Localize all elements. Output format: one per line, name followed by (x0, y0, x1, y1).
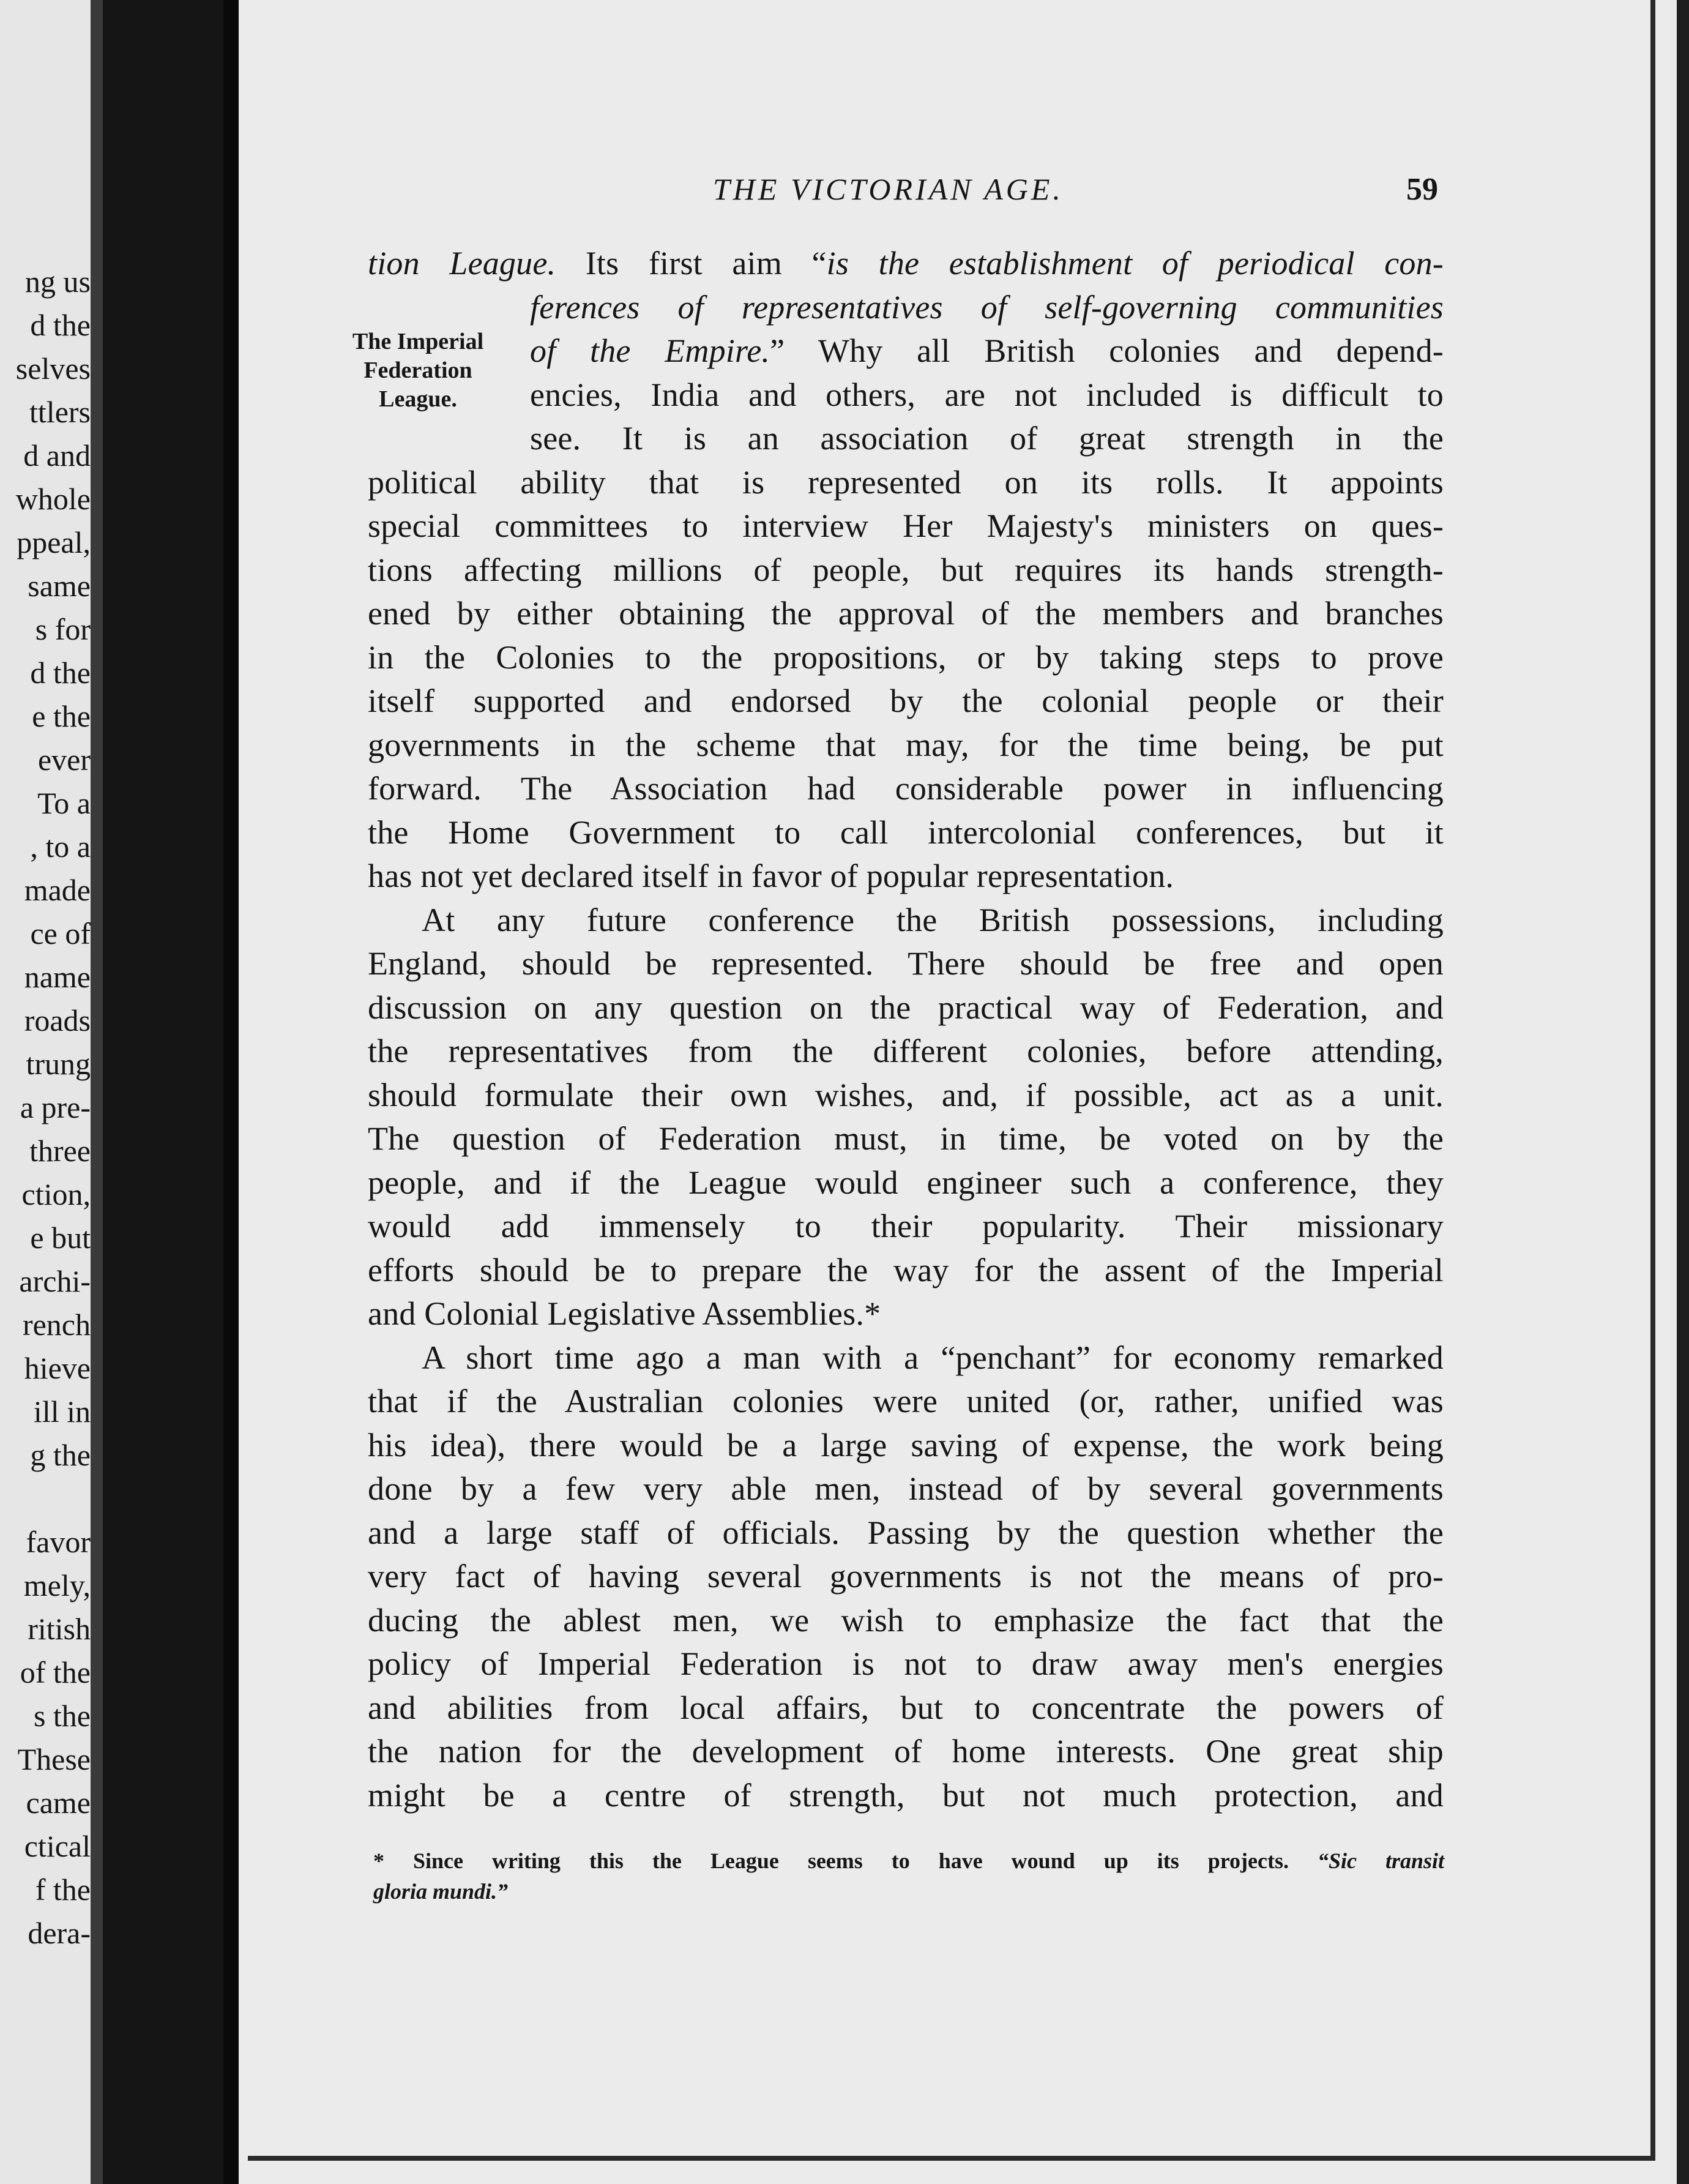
facing-page-line: ction, (21, 1177, 91, 1211)
page-number: 59 (1406, 172, 1438, 207)
book-page (239, 0, 1677, 2184)
text-line: done by a few very able men, instead of by several governments (368, 1470, 1444, 1507)
facing-page-line: same (28, 569, 91, 603)
text-line: would add immensely to their popularity. Their missionary (368, 1208, 1444, 1244)
facing-page-line: archi- (19, 1264, 91, 1298)
body-text (368, 242, 1444, 1817)
facing-page-line: d the (30, 308, 91, 342)
facing-page-line: , to a (30, 829, 91, 864)
text-line: very fact of having several governments is not the means of pro- (368, 1558, 1444, 1595)
facing-page-text (0, 260, 91, 1955)
facing-page-line: roads (24, 1003, 91, 1038)
paragraph (368, 899, 1444, 1336)
paragraph (368, 1336, 1444, 1818)
text-line: and Colonial Legislative Assemblies.* (368, 1295, 881, 1332)
facing-page-line (0, 1477, 91, 1520)
facing-page-line: a pre- (20, 1090, 91, 1124)
facing-page-line: name (24, 960, 91, 994)
facing-page-line: ritish (28, 1612, 91, 1646)
text-line: tion League. Its first aim “is the establishment of periodical con- (368, 245, 1444, 282)
book-gutter (103, 0, 239, 2184)
facing-page-line: g the (30, 1438, 91, 1472)
margin-note-line: The Imperial (352, 329, 484, 354)
text-line: in the Colonies to the propositions, or by taking steps to prove (368, 638, 1444, 676)
facing-page-line: three (29, 1134, 91, 1168)
facing-page-line: of the (20, 1655, 91, 1689)
facing-page-line: ce of (30, 916, 91, 951)
text-line: the nation for the development of home interests. One great ship (368, 1733, 1444, 1770)
facing-page-line: made (24, 873, 91, 907)
running-title: THE VICTORIAN AGE. (713, 172, 1064, 206)
text-line: see. It is an association of great strength in the (530, 420, 1444, 457)
footnote (373, 1846, 1444, 1907)
text-line: might be a centre of strength, but not much protection, and (368, 1776, 1444, 1814)
facing-page-line: d and (23, 438, 91, 473)
text-line: A short time ago a man with a “penchant” for economy remarked (422, 1339, 1444, 1376)
text-line: that if the Australian colonies were united (or, rather, unified was (368, 1383, 1444, 1419)
text-line: tions affecting millions of people, but requires its hands strength- (368, 551, 1444, 588)
text-line: ducing the ablest men, we wish to emphasize the fact that the (368, 1601, 1444, 1639)
margin-note-line: Federation (364, 357, 472, 383)
text-line: itself supported and endorsed by the colonial people or their (368, 682, 1444, 719)
facing-page-line: d the (30, 656, 91, 690)
text-line: encies, India and others, are not included is difficult to (530, 376, 1444, 413)
text-line: special committees to interview Her Majesty's ministers on ques- (368, 507, 1444, 544)
footnote-line: gloria mundi.” (373, 1879, 509, 1904)
text-line: efforts should be to prepare the way for the assent of the Imperial (368, 1251, 1444, 1288)
facing-page-line: To a (37, 786, 91, 820)
text-line: discussion on any question on the practical way of Federation, and (368, 989, 1444, 1026)
text-line: The question of Federation must, in time, be voted on by the (368, 1120, 1444, 1157)
text-line: people, and if the League would engineer such a conference, they (368, 1164, 1444, 1201)
facing-page-line: ctical (24, 1829, 91, 1863)
facing-page-line: mely, (23, 1568, 91, 1602)
text-line: and a large staff of officials. Passing by the question whether the (368, 1514, 1444, 1551)
facing-page-line: favor (26, 1525, 91, 1559)
text-line: his idea), there would be a large saving of expense, the work being (368, 1426, 1444, 1464)
facing-page-line: f the (35, 1872, 91, 1907)
text-line: ened by either obtaining the approval of the members and branches (368, 595, 1444, 632)
margin-note-line: League. (379, 386, 457, 412)
text-line: the Home Government to call intercolonial conferences, but it (368, 813, 1444, 851)
text-line: should formulate their own wishes, and, if possible, act as a unit. (368, 1076, 1444, 1113)
facing-page-line: ng us (25, 264, 91, 299)
facing-page-line: hieve (24, 1351, 91, 1385)
facing-page-line: e but (30, 1221, 91, 1255)
text-line: of the Empire.” Why all British colonies and depend- (530, 332, 1444, 369)
paragraph (368, 461, 1444, 899)
facing-page-line: s the (33, 1699, 91, 1733)
facing-page-line: ttlers (29, 395, 91, 429)
text-line: governments in the scheme that may, for the time being, be put (368, 726, 1444, 763)
text-line: England, should be represented. There should be free and open (368, 945, 1444, 982)
facing-page-line: rench (22, 1307, 91, 1342)
facing-page-line: trung (26, 1047, 91, 1081)
facing-page-line: ever (37, 742, 91, 777)
text-line: has not yet declared itself in favor of popular representation. (368, 858, 1174, 894)
text-line: forward. The Association had considerable power in influencing (368, 770, 1444, 807)
footnote-line: * Since writing this the League seems to have wound up its projects. “Sic transit (373, 1849, 1445, 1873)
text-line: ferences of representatives of self-governing communities (530, 288, 1444, 326)
facing-page-line: e the (32, 699, 91, 733)
facing-page-line: These (17, 1742, 91, 1776)
facing-page-line: came (26, 1786, 91, 1820)
text-line: the representatives from the different colonies, before attending, (368, 1033, 1444, 1069)
text-line: political ability that is represented on its rolls. It appoints (368, 463, 1444, 501)
facing-page-line: ill in (33, 1394, 91, 1429)
text-line: policy of Imperial Federation is not to draw away men's energies (368, 1645, 1444, 1682)
text-line: At any future conference the British possessions, including (422, 901, 1444, 938)
facing-page-line: whole (15, 482, 91, 516)
book-spine (91, 0, 103, 2184)
facing-page-line: dera- (28, 1916, 91, 1950)
page-edge (223, 0, 239, 2184)
text-line: and abilities from local affairs, but to concentrate the powers of (368, 1689, 1444, 1726)
facing-page-line: selves (15, 351, 91, 386)
facing-page-line: ppeal, (17, 525, 91, 559)
facing-page-line: s for (35, 612, 91, 646)
